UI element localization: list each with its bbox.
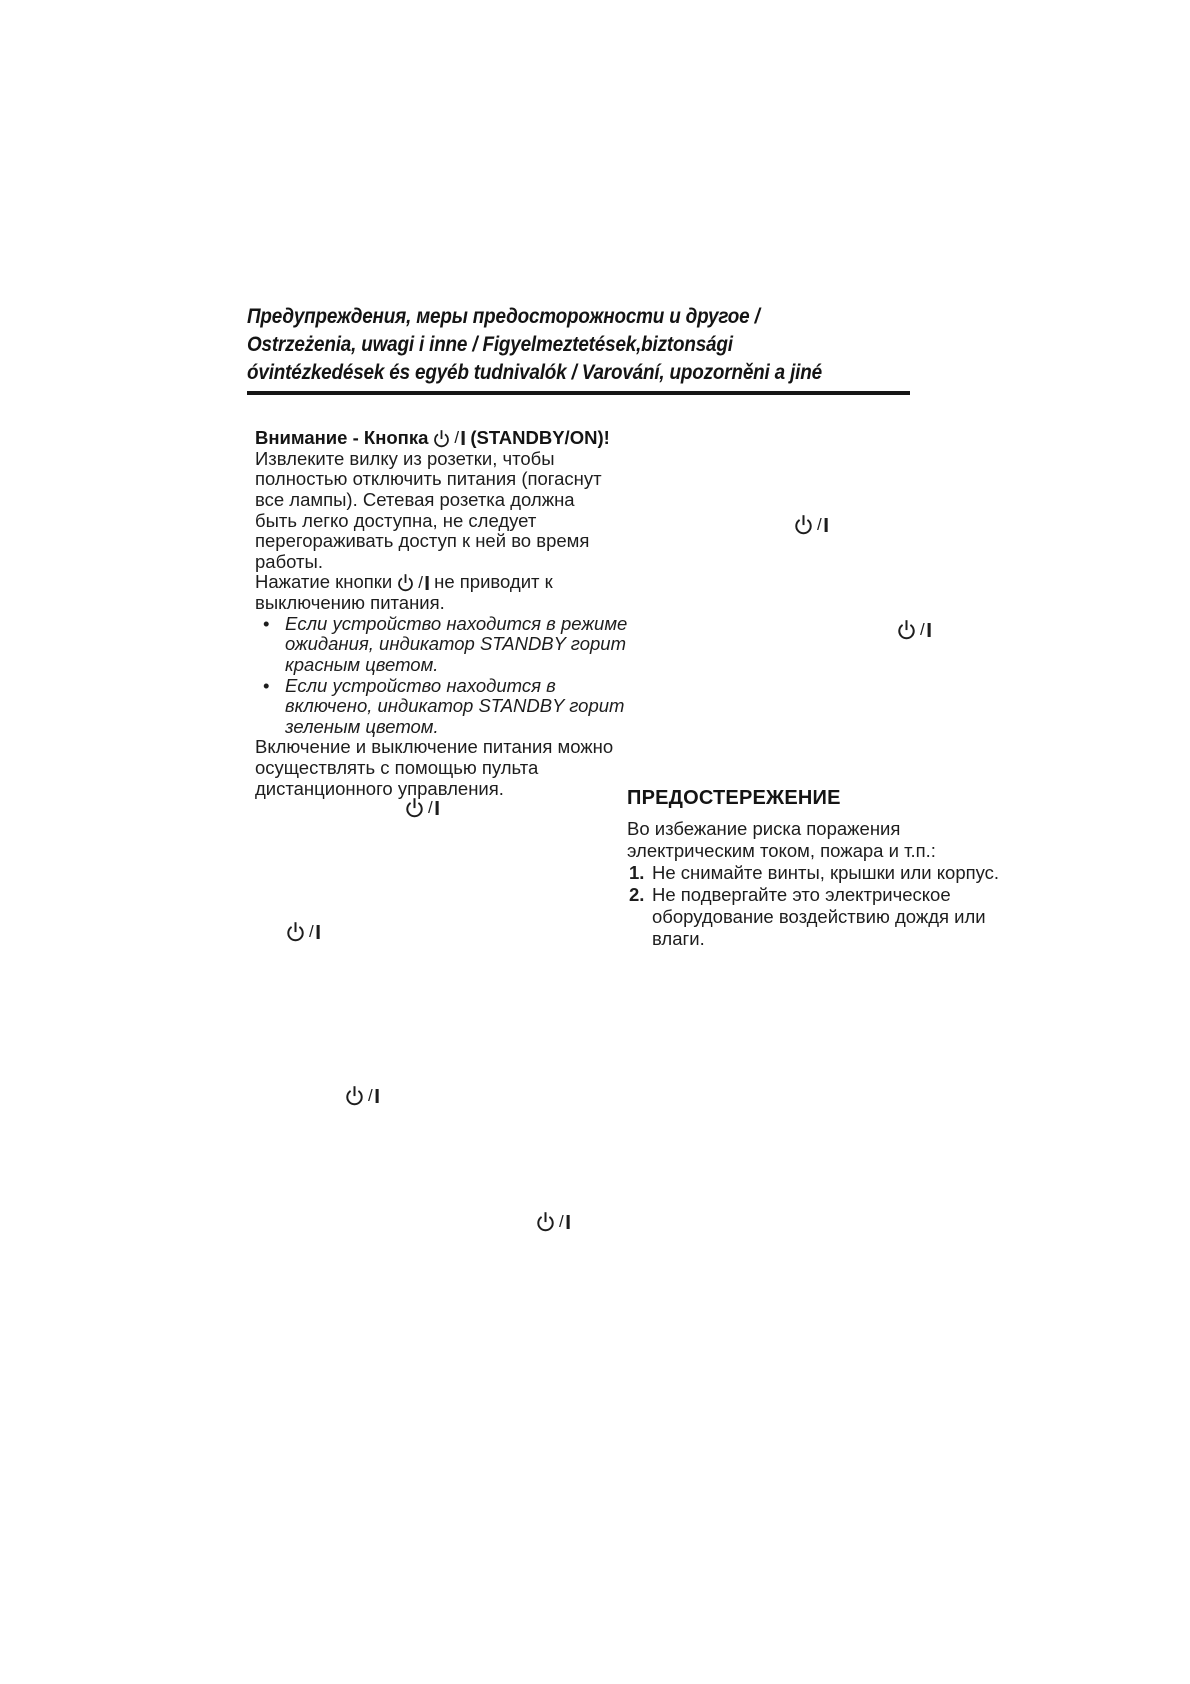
left-column (255, 428, 655, 799)
item-number: 2. (629, 884, 645, 905)
standby-on-symbol (536, 1211, 570, 1232)
standby-on-symbol (433, 428, 465, 449)
text-line: электрическим током, пожара и т.п.: (627, 840, 936, 861)
slash-glyph: / (454, 428, 460, 448)
slash-glyph: / (817, 514, 822, 534)
on-bar-glyph: | (925, 621, 933, 638)
standby-on-symbol (897, 619, 931, 640)
power-icon (433, 429, 450, 448)
standby-on-symbol (397, 573, 429, 594)
slash-glyph: / (428, 797, 433, 817)
caution-item-1 (627, 862, 1000, 884)
slash-glyph: / (309, 921, 314, 941)
bullet-dot: • (263, 674, 270, 696)
text-line: Если устройство находится в (285, 674, 556, 696)
power-icon (397, 573, 414, 592)
title-line-1: Предупреждения, меры предосторожности и другое / (247, 305, 760, 328)
item-number: 1. (629, 862, 645, 883)
on-bar-glyph: | (564, 1213, 572, 1230)
text-line: перегораживать доступ к ней во время (255, 530, 590, 552)
caution-section (627, 786, 1000, 950)
standby-on-symbol (405, 797, 439, 818)
attention-heading (255, 428, 655, 449)
on-bar-glyph: | (373, 1087, 381, 1104)
title-line-3: óvintézkedések és egyéb tudnivalók / Varování, upozorněni a jiné (247, 361, 822, 384)
attention-heading-pre: Внимание - Кнопка (255, 427, 429, 448)
text-line: выключению питания. (255, 592, 445, 614)
press-line-post: не приводит к (434, 571, 553, 593)
standby-on-symbol (286, 921, 320, 942)
text-line: работы. (255, 550, 323, 572)
text-line: Во избежание риска поражения (627, 818, 901, 839)
text-line: Не снимайте винты, крышки или корпус. (652, 862, 1000, 883)
caution-heading: ПРЕДОСТЕРЕЖЕНИЕ (627, 787, 841, 809)
text-line: Включение и выключение питания можно (255, 736, 614, 758)
press-line (255, 572, 655, 593)
press-line-pre: Нажатие кнопки (255, 571, 393, 593)
on-bar-glyph: | (423, 573, 431, 591)
text-line: осуществлять с помощью пульта (255, 756, 539, 778)
attention-heading-post: (STANDBY/ON)! (470, 427, 610, 448)
text-line: полностью отключить питания (погаснут (255, 468, 602, 490)
caution-item-2 (627, 884, 986, 950)
on-bar-glyph: | (459, 429, 467, 447)
text-line: Извлеките вилку из розетки, чтобы (255, 447, 555, 469)
power-icon (536, 1211, 555, 1232)
text-line: Не подвергайте это электрическое (652, 884, 951, 905)
slash-glyph: / (368, 1085, 373, 1105)
standby-on-symbol (345, 1085, 379, 1106)
power-icon (897, 619, 916, 640)
text-line: красным цветом. (285, 653, 439, 675)
text-line: дистанционного управления. (255, 777, 504, 799)
on-bar-glyph: | (314, 923, 322, 940)
slash-glyph: / (418, 572, 423, 592)
bullet-dot: • (263, 612, 270, 634)
text-line: зеленым цветом. (285, 715, 439, 737)
text-line: все лампы). Сетевая розетка должна (255, 488, 575, 510)
slash-glyph: / (559, 1211, 564, 1231)
bullet-item (255, 676, 655, 738)
power-icon (286, 921, 305, 942)
power-icon (345, 1085, 364, 1106)
slash-glyph: / (920, 619, 925, 639)
power-icon (794, 514, 813, 535)
power-icon (405, 797, 424, 818)
text-line: быть легко доступна, не следует (255, 509, 537, 531)
text-line: влаги. (652, 928, 705, 949)
on-bar-glyph: | (433, 799, 441, 816)
bullet-item (255, 614, 655, 676)
text-line: ожидания, индикатор STANDBY горит (285, 633, 626, 655)
standby-on-symbol (794, 514, 828, 535)
text-line: Если устройство находится в режиме (285, 612, 628, 634)
text-line: включено, индикатор STANDBY горит (285, 695, 625, 717)
page-title (247, 303, 910, 395)
on-bar-glyph: | (822, 516, 830, 533)
text-line: оборудование воздействию дождя или (652, 906, 986, 927)
title-line-2: Ostrzeżenia, uwagi i inne / Figyelmeztetések,biztonsági (247, 333, 733, 356)
